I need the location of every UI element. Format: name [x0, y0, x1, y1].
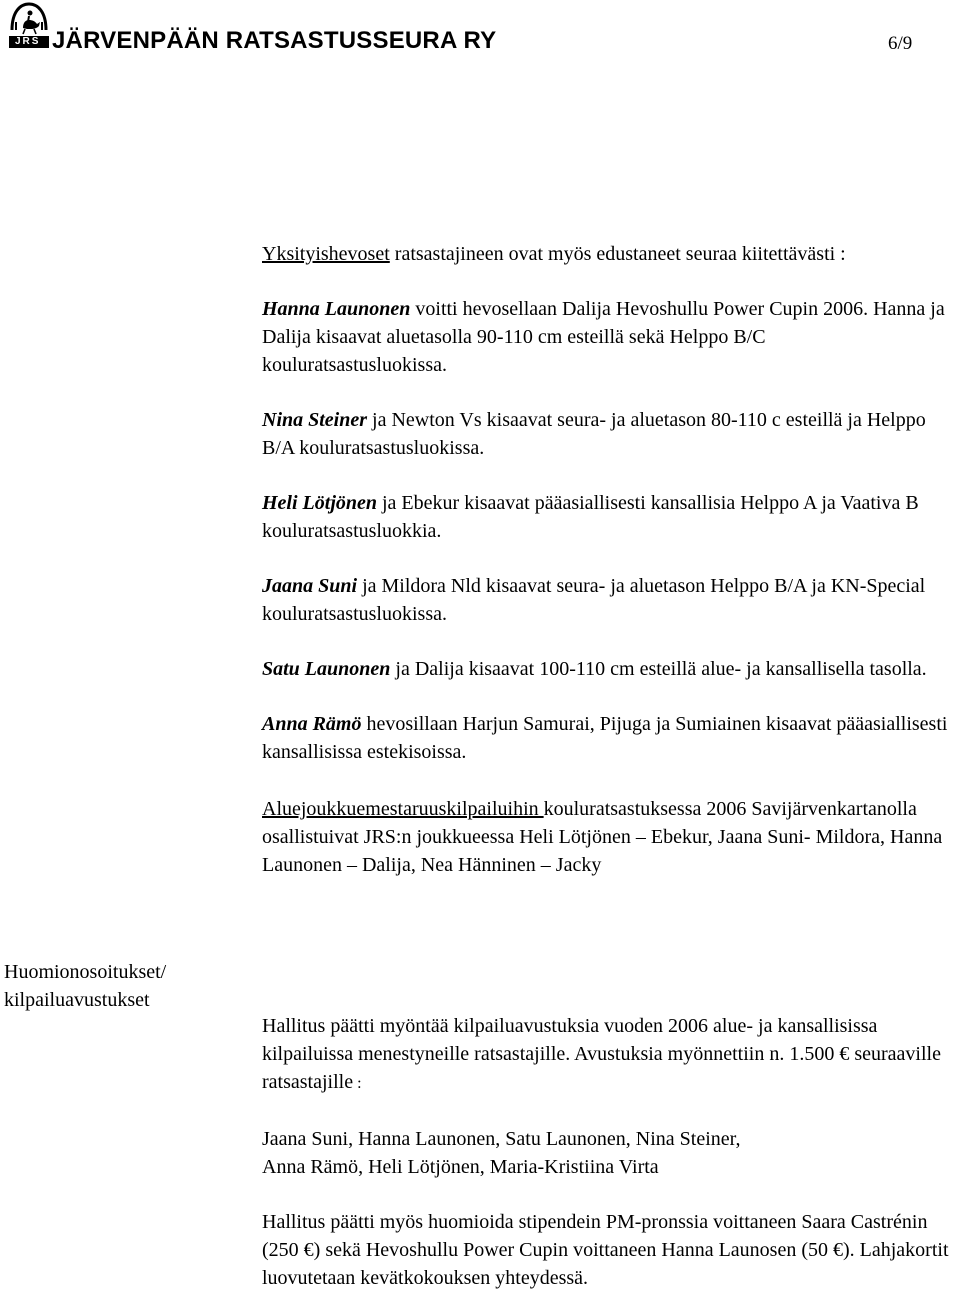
team-paragraph	[262, 795, 952, 879]
riders-list	[262, 1125, 952, 1181]
rider-entry	[262, 710, 952, 766]
intro-text: ratsastajineen ovat myös edustaneet seuraa kiitettävästi :	[389, 243, 846, 265]
rider-name: Heli Lötjönen	[262, 492, 377, 514]
page-header	[0, 0, 960, 80]
logo-text: JRS	[15, 36, 41, 47]
rider-text: ja Newton Vs kisaavat seura- ja aluetason 80-110 c esteillä ja Helppo B/A kouluratsastusluokissa.	[262, 409, 926, 459]
main-content	[262, 240, 952, 879]
side-heading-line: kilpailuavustukset	[4, 989, 150, 1011]
intro-link[interactable]: Yksityishevoset	[262, 243, 390, 265]
page-number: 6/9	[888, 33, 913, 54]
logo	[6, 2, 52, 50]
team-text: kouluratsastuksessa 2006 Savijärvenkartanolla osallistuivat JRS:n joukkueessa Heli Lötjönen – Ebekur, Jaana Suni- Mildora, Hanna Launonen – Dalija, Nea Hänninen – Jacky	[262, 798, 943, 876]
grant-colon: :	[353, 1075, 362, 1092]
grants-section	[262, 1012, 952, 1292]
organization-name: JÄRVENPÄÄN RATSASTUSSEURA RY	[52, 27, 497, 54]
grant-text: Hallitus päätti myöntää kilpailuavustuksia vuoden 2006 alue- ja kansallisissa kilpailuissa menestyneille ratsastajille. Avustuksia myönnettiin n. 1.500 € seuraaville ratsastajille	[262, 1015, 941, 1093]
rider-name: Nina Steiner	[262, 409, 368, 431]
rider-text: hevosillaan Harjun Samurai, Pijuga ja Sumiainen kisaavat pääasiallisesti kansallisissa estekisoissa.	[262, 713, 948, 763]
rider-entry	[262, 295, 952, 379]
rider-text: ja Ebekur kisaavat pääasiallisesti kansallisia Helppo A ja Vaativa B kouluratsastusluokkia.	[262, 492, 919, 542]
team-link[interactable]: Aluejoukkuemestaruuskilpailuihin	[262, 798, 544, 820]
riders-line: Jaana Suni, Hanna Launonen, Satu Launonen, Nina Steiner,	[262, 1128, 741, 1150]
rider-entry	[262, 406, 952, 462]
riders-line: Anna Rämö, Heli Lötjönen, Maria-Kristiina Virta	[262, 1156, 659, 1178]
side-heading-line: Huomionosoitukset/	[4, 961, 167, 983]
rider-text: voitti hevosellaan Dalija Hevoshullu Power Cupin 2006. Hanna ja Dalija kisaavat aluetasolla 90-110 cm esteillä sekä Helppo B/C kouluratsastusluokissa.	[262, 298, 945, 376]
rider-entry	[262, 655, 952, 683]
rider-entry	[262, 572, 952, 628]
grant-paragraph	[262, 1012, 952, 1098]
rider-text: ja Dalija kisaavat 100-110 cm esteillä alue- ja kansallisella tasolla.	[390, 658, 927, 680]
rider-name: Anna Rämö	[262, 713, 362, 735]
rider-name: Jaana Suni	[262, 575, 358, 597]
rider-name: Satu Launonen	[262, 658, 391, 680]
rider-text: ja Mildora Nld kisaavat seura- ja aluetason Helppo B/A ja KN-Special kouluratsastusluokissa.	[262, 575, 926, 625]
rider-name: Hanna Launonen	[262, 298, 411, 320]
intro-paragraph	[262, 240, 952, 268]
rider-entry	[262, 489, 952, 545]
stipend-paragraph: Hallitus päätti myös huomioida stipendein PM-pronssia voittaneen Saara Castrénin (250 €) sekä Hevoshullu Power Cupin voittaneen Hanna Launosen (50 €). Lahjakortit luovutetaan kevätkokouksen yhteydessä.	[262, 1211, 949, 1289]
side-heading	[4, 958, 254, 1014]
